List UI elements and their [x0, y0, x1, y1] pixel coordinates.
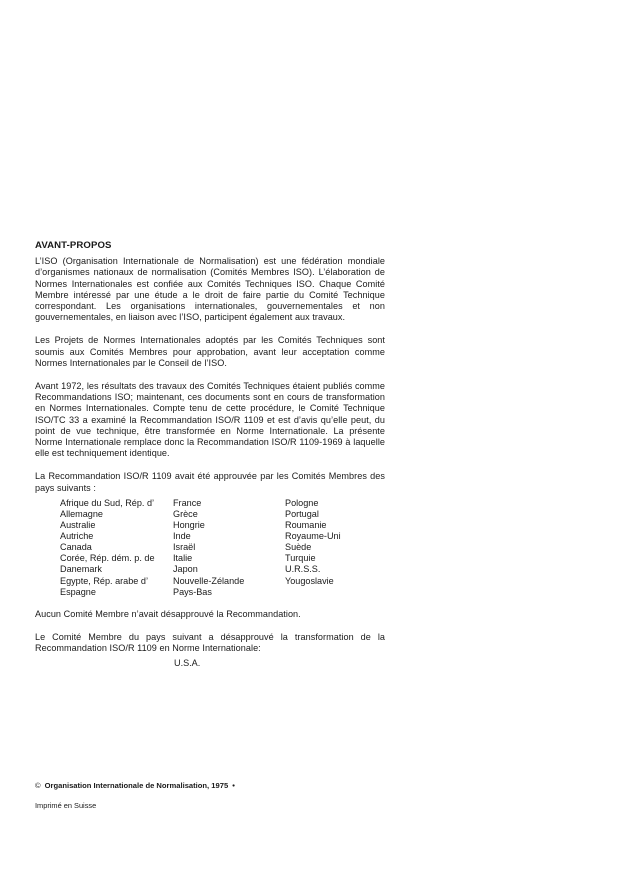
country-item: Grèce	[173, 508, 198, 519]
paragraph-draft-standards: Les Projets de Normes Internationales adoptés par les Comités Techniques sont soumis aux Comités Membres pour approbation, avant leur acceptation comme Normes Internationales par le Conseil de l’ISO.	[35, 335, 385, 368]
paragraph-history: Avant 1972, les résultats des travaux des Comités Techniques étaient publiés comme Recommandations ISO; maintenant, ces documents sont en cours de transformation en Normes Internationales. Compte tenu de cette procédure, le Comité Technique ISO/TC 33 a examiné la Recommandation ISO/R 1109 et est d’avis qu’elle peut, du point de vue technique, être transformée en Norme Internationale. La présente Norme Internationale remplace donc la Recommandation ISO/R 1109-1969 à laquelle elle est techniquement identique.	[35, 380, 385, 459]
paragraph-no-disapproval: Aucun Comité Membre n’avait désapprouvé la Recommandation.	[35, 608, 301, 619]
country-item: Australie	[60, 520, 96, 531]
country-item: Inde	[173, 531, 191, 542]
copyright-text: Organisation Internationale de Normalisation, 1975	[44, 781, 229, 790]
bullet-icon: •	[232, 781, 235, 790]
paragraph-iso-intro: L’ISO (Organisation Internationale de Normalisation) est une fédération mondiale d’organismes nationaux de normalisation (Comités Membres ISO). L’élaboration de Normes Internationales est confiée aux Comités Techniques ISO. Chaque Comité Membre intéressé par une étude a le droit de faire partie du Comité Technique correspondant. Les organisations internationales, gouvernementales et non gouvernementales, en liaison avec l’ISO, participent également aux travaux.	[35, 256, 385, 323]
country-item: Roumanie	[285, 520, 327, 531]
page-footer	[35, 781, 385, 811]
country-item: Portugal	[285, 508, 319, 519]
section-heading: AVANT-PROPOS	[35, 240, 112, 251]
country-item: Israël	[173, 542, 196, 553]
paragraph-approval-intro: La Recommandation ISO/R 1109 avait été approuvée par les Comités Membres des pays suivants :	[35, 471, 385, 493]
copyright-icon: ©	[35, 781, 41, 790]
copyright-line	[35, 781, 385, 791]
country-item: Espagne	[60, 586, 96, 597]
country-item: Canada	[60, 542, 92, 553]
disapproving-country: U.S.A.	[174, 658, 201, 669]
country-item: Afrique du Sud, Rép. d’	[60, 497, 155, 508]
printed-in: Imprimé en Suisse	[35, 801, 97, 810]
country-item: Hongrie	[173, 520, 205, 531]
country-item: Allemagne	[60, 508, 103, 519]
country-column-1	[60, 498, 155, 598]
country-item: Japon	[173, 564, 198, 575]
foreword-section	[35, 240, 385, 669]
country-item: Suède	[285, 542, 312, 553]
country-column-3	[285, 498, 341, 587]
country-item: Royaume-Uni	[285, 531, 341, 542]
country-item: France	[173, 497, 202, 508]
country-item: Pays-Bas	[173, 586, 212, 597]
country-item: Italie	[173, 553, 193, 564]
country-item: Autriche	[60, 531, 94, 542]
country-item: Egypte, Rép. arabe d’	[60, 575, 148, 586]
country-item: U.R.S.S.	[285, 564, 321, 575]
paragraph-disapproval: Le Comité Membre du pays suivant a désapprouvé la transformation de la Recommandation ISO/R 1109 en Norme Internationale:	[35, 631, 385, 653]
country-column-2	[173, 498, 244, 598]
country-item: Pologne	[285, 497, 319, 508]
country-item: Corée, Rép. dém. p. de	[60, 553, 155, 564]
country-item: Turquie	[285, 553, 316, 564]
country-item: Danemark	[60, 564, 102, 575]
country-item: Nouvelle-Zélande	[173, 575, 245, 586]
approving-countries-list	[35, 498, 385, 598]
country-item: Yougoslavie	[285, 575, 334, 586]
